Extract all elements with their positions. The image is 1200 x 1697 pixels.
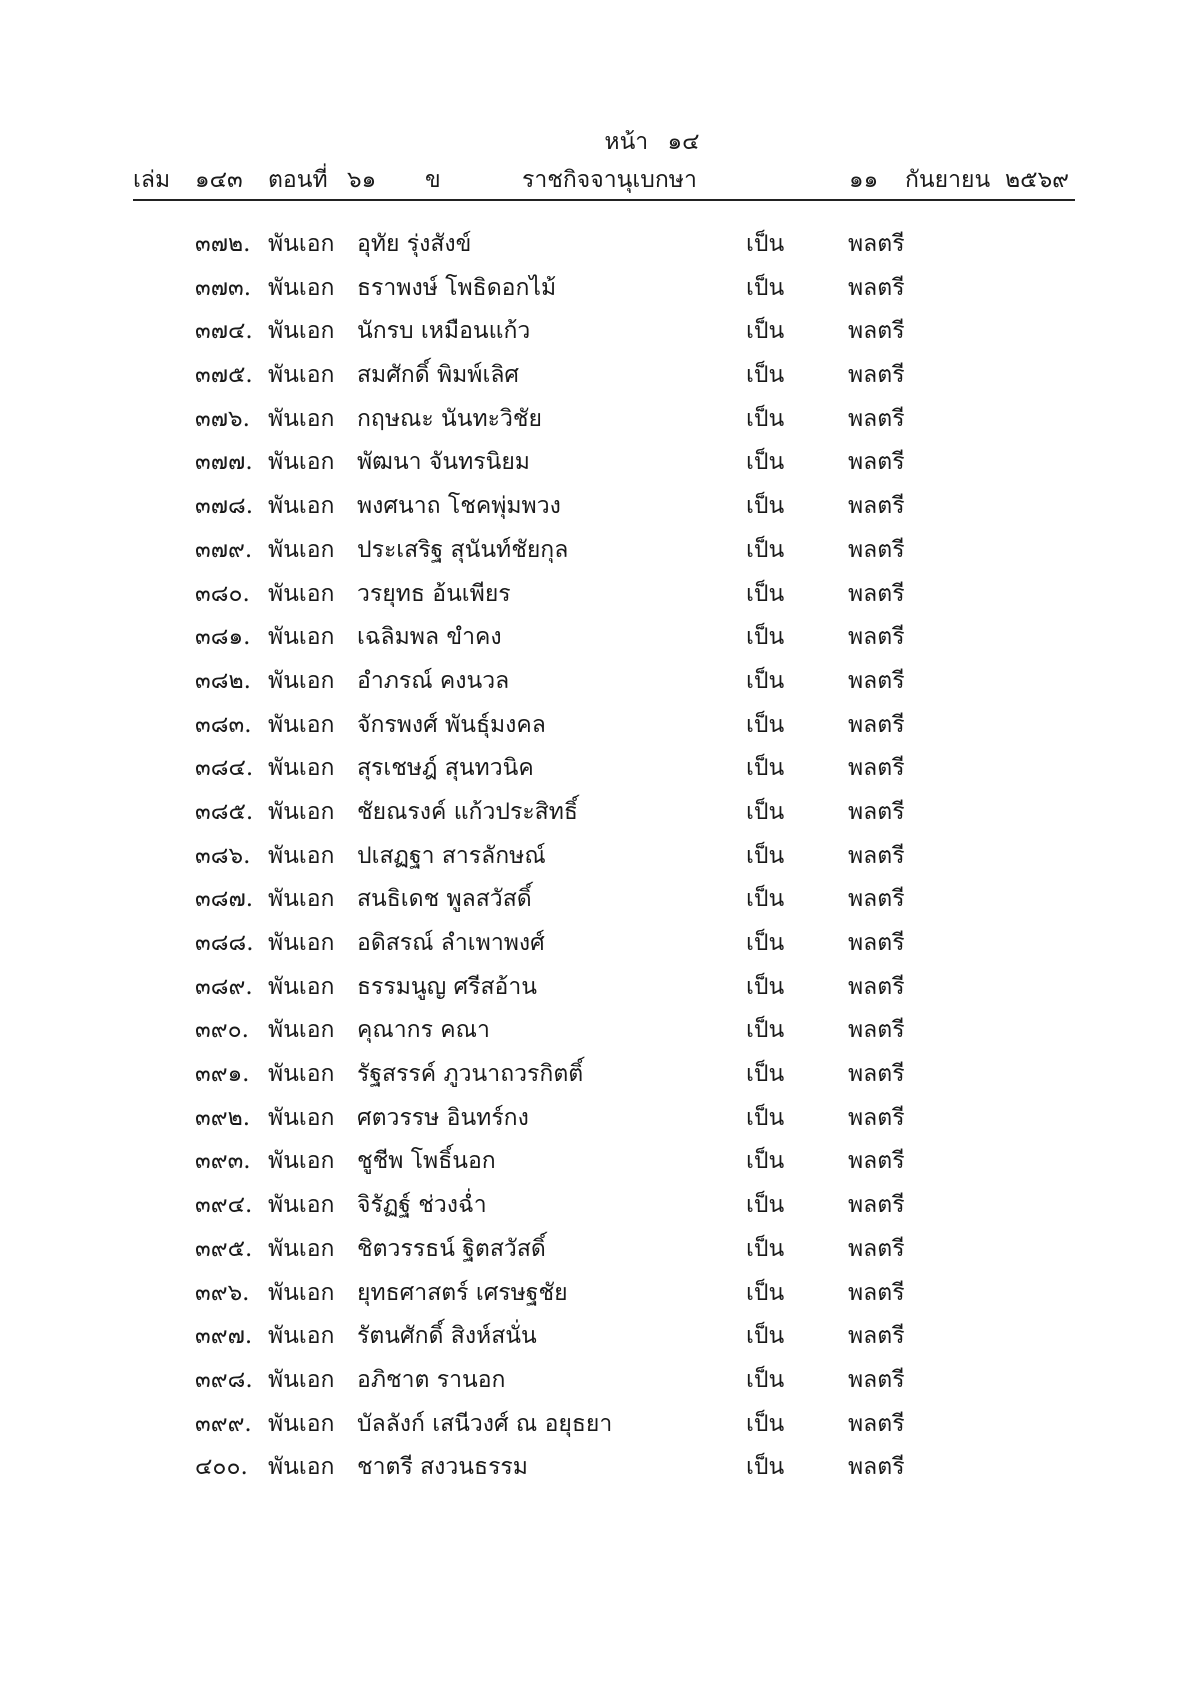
- officer-name: สมศักดิ์ พิมพ์เลิศ: [357, 362, 520, 389]
- new-rank: พลตรี: [848, 274, 905, 301]
- list-item: [0, 619, 1200, 663]
- promotion-list: [0, 226, 1200, 1493]
- list-item: [0, 1275, 1200, 1319]
- promotion-verb: เป็น: [746, 580, 785, 607]
- list-item: [0, 1100, 1200, 1144]
- officer-name: ชัยณรงค์ แก้วประสิทธิ์: [357, 798, 578, 825]
- new-rank: พลตรี: [848, 798, 905, 825]
- current-rank: พันเอก: [268, 536, 335, 563]
- current-rank: พันเอก: [268, 973, 335, 1000]
- promotion-verb: เป็น: [746, 930, 785, 956]
- issue-label: ตอนที่: [268, 167, 328, 193]
- item-number: ๓๗๘.: [195, 493, 254, 520]
- issue-no: ๖๑: [347, 167, 377, 193]
- promotion-verb: เป็น: [746, 667, 785, 694]
- current-rank: พันเอก: [268, 842, 335, 869]
- officer-name: พัฒนา จันทรนิยม: [357, 449, 530, 476]
- list-item: [0, 663, 1200, 707]
- item-number: ๓๗๙.: [195, 536, 253, 563]
- officer-name: ชูชีพ โพธิ์นอก: [357, 1148, 496, 1175]
- officer-name: อำภรณ์ คงนวล: [357, 667, 510, 694]
- page-number: [52, 124, 1200, 160]
- new-rank: พลตรี: [848, 580, 905, 607]
- promotion-verb: เป็น: [746, 362, 785, 389]
- new-rank: พลตรี: [848, 1104, 905, 1131]
- officer-name: จักรพงศ์ พันธุ์มงคล: [357, 711, 546, 738]
- promotion-verb: เป็น: [746, 1017, 785, 1044]
- current-rank: พันเอก: [268, 1104, 335, 1131]
- item-number: ๓๗๒.: [195, 231, 251, 257]
- item-number: ๓๙๘.: [195, 1366, 253, 1393]
- item-number: ๓๘๒.: [195, 667, 251, 694]
- officer-name: อุทัย รุ่งสังข์: [357, 231, 472, 257]
- current-rank: พันเอก: [268, 362, 335, 389]
- promotion-verb: เป็น: [746, 536, 785, 563]
- item-number: ๓๘๗.: [195, 886, 254, 913]
- officer-name: อภิชาต รานอก: [357, 1366, 506, 1393]
- list-item: [0, 313, 1200, 357]
- current-rank: พันเอก: [268, 449, 335, 476]
- item-number: ๓๘๖.: [195, 842, 251, 869]
- current-rank: พันเอก: [268, 1454, 335, 1481]
- item-number: ๓๙๓.: [195, 1148, 251, 1175]
- new-rank: พลตรี: [848, 624, 905, 651]
- promotion-verb: เป็น: [746, 231, 785, 257]
- current-rank: พันเอก: [268, 1235, 335, 1262]
- list-item: [0, 1143, 1200, 1187]
- item-number: ๓๗๓.: [195, 274, 252, 301]
- item-number: ๓๗๗.: [195, 449, 253, 476]
- current-rank: พันเอก: [268, 1017, 335, 1044]
- list-item: [0, 707, 1200, 751]
- volume-no: ๑๔๓: [195, 167, 243, 193]
- new-rank: พลตรี: [848, 493, 905, 520]
- current-rank: พันเอก: [268, 711, 335, 738]
- promotion-verb: เป็น: [746, 755, 785, 782]
- new-rank: พลตรี: [848, 536, 905, 563]
- item-number: ๓๙๑.: [195, 1061, 250, 1088]
- item-number: ๓๙๖.: [195, 1279, 250, 1306]
- list-item: [0, 444, 1200, 488]
- promotion-verb: เป็น: [746, 274, 785, 301]
- item-number: ๓๗๕.: [195, 362, 253, 389]
- item-number: ๓๘๕.: [195, 798, 254, 825]
- item-number: ๓๘๑.: [195, 624, 251, 651]
- list-item: [0, 1362, 1200, 1406]
- officer-name: ธรรมนูญ ศรีสอ้าน: [357, 973, 537, 1000]
- promotion-verb: เป็น: [746, 798, 785, 825]
- item-number: ๓๘๘.: [195, 930, 254, 956]
- promotion-verb: เป็น: [746, 1148, 785, 1175]
- promotion-verb: เป็น: [746, 886, 785, 913]
- item-number: ๓๙๒.: [195, 1104, 251, 1131]
- new-rank: พลตรี: [848, 886, 905, 913]
- section-letter: ข: [425, 167, 441, 193]
- officer-name: ชาตรี สงวนธรรม: [357, 1454, 528, 1481]
- new-rank: พลตรี: [848, 973, 905, 1000]
- page-no: ๑๔: [667, 129, 700, 155]
- officer-name: สุรเชษฎ์ สุนทวนิค: [357, 755, 534, 782]
- current-rank: พันเอก: [268, 1061, 335, 1088]
- officer-name: จิรัฏฐ์ ช่วงฉ่ำ: [357, 1192, 487, 1219]
- current-rank: พันเอก: [268, 493, 335, 520]
- volume-label: เล่ม: [133, 167, 171, 193]
- list-item: [0, 357, 1200, 401]
- item-number: ๓๙๗.: [195, 1323, 253, 1350]
- officer-name: สนธิเดช พูลสวัสดิ์: [357, 886, 532, 913]
- officer-name: วรยุทธ อ้นเพียร: [357, 580, 511, 607]
- page-label: หน้า: [604, 129, 649, 155]
- officer-name: พงศนาถ โชคพุ่มพวง: [357, 493, 561, 520]
- officer-name: ธราพงษ์ โพธิดอกไม้: [357, 274, 557, 301]
- item-number: ๓๗๖.: [195, 405, 250, 432]
- list-item: [0, 881, 1200, 925]
- list-item: [0, 532, 1200, 576]
- item-number: ๔๐๐.: [195, 1454, 248, 1481]
- current-rank: พันเอก: [268, 1192, 335, 1219]
- list-item: [0, 794, 1200, 838]
- new-rank: พลตรี: [848, 1235, 905, 1262]
- list-item: [0, 838, 1200, 882]
- officer-name: ประเสริฐ สุนันท์ชัยกุล: [357, 536, 569, 563]
- current-rank: พันเอก: [268, 930, 335, 956]
- current-rank: พันเอก: [268, 1410, 335, 1437]
- list-item: [0, 401, 1200, 445]
- new-rank: พลตรี: [848, 318, 905, 345]
- gazette-header: [133, 162, 1074, 196]
- new-rank: พลตรี: [848, 405, 905, 432]
- officer-name: กฤษณะ นันทะวิชัย: [357, 405, 542, 432]
- officer-name: บัลลังก์ เสนีวงศ์ ณ อยุธยา: [357, 1410, 613, 1437]
- current-rank: พันเอก: [268, 624, 335, 651]
- new-rank: พลตรี: [848, 1279, 905, 1306]
- item-number: ๓๙๔.: [195, 1192, 253, 1219]
- header-divider: [133, 199, 1075, 201]
- item-number: ๓๙๙.: [195, 1410, 252, 1437]
- list-item: [0, 969, 1200, 1013]
- officer-name: นักรบ เหมือนแก้ว: [357, 318, 531, 345]
- current-rank: พันเอก: [268, 274, 335, 301]
- current-rank: พันเอก: [268, 798, 335, 825]
- promotion-verb: เป็น: [746, 1323, 785, 1350]
- officer-name: อดิสรณ์ ลำเพาพงศ์: [357, 930, 545, 956]
- promotion-verb: เป็น: [746, 405, 785, 432]
- current-rank: พันเอก: [268, 1148, 335, 1175]
- list-item: [0, 226, 1200, 270]
- promotion-verb: เป็น: [746, 1104, 785, 1131]
- new-rank: พลตรี: [848, 1454, 905, 1481]
- new-rank: พลตรี: [848, 1410, 905, 1437]
- list-item: [0, 1012, 1200, 1056]
- promotion-verb: เป็น: [746, 711, 785, 738]
- publication-name: ราชกิจจานุเบกษา: [522, 167, 697, 193]
- list-item: [0, 1056, 1200, 1100]
- date-day: ๑๑: [849, 167, 879, 193]
- item-number: ๓๘๓.: [195, 711, 252, 738]
- promotion-verb: เป็น: [746, 1192, 785, 1219]
- current-rank: พันเอก: [268, 667, 335, 694]
- officer-name: รัฐสรรค์ ภูวนาถวรกิตติ์: [357, 1061, 584, 1088]
- new-rank: พลตรี: [848, 755, 905, 782]
- promotion-verb: เป็น: [746, 624, 785, 651]
- new-rank: พลตรี: [848, 449, 905, 476]
- current-rank: พันเอก: [268, 580, 335, 607]
- new-rank: พลตรี: [848, 362, 905, 389]
- list-item: [0, 1231, 1200, 1275]
- item-number: ๓๙๕.: [195, 1235, 253, 1262]
- list-item: [0, 576, 1200, 620]
- promotion-verb: เป็น: [746, 1410, 785, 1437]
- new-rank: พลตรี: [848, 842, 905, 869]
- list-item: [0, 488, 1200, 532]
- new-rank: พลตรี: [848, 711, 905, 738]
- current-rank: พันเอก: [268, 1323, 335, 1350]
- officer-name: ยุทธศาสตร์ เศรษฐชัย: [357, 1279, 568, 1306]
- date-year: ๒๕๖๙: [1005, 167, 1070, 193]
- current-rank: พันเอก: [268, 886, 335, 913]
- officer-name: ศตวรรษ อินทร์กง: [357, 1104, 529, 1131]
- officer-name: รัตนศักดิ์ สิงห์สนั่น: [357, 1323, 537, 1350]
- promotion-verb: เป็น: [746, 842, 785, 869]
- item-number: ๓๙๐.: [195, 1017, 249, 1044]
- promotion-verb: เป็น: [746, 973, 785, 1000]
- item-number: ๓๘๔.: [195, 755, 254, 782]
- new-rank: พลตรี: [848, 667, 905, 694]
- new-rank: พลตรี: [848, 1148, 905, 1175]
- promotion-verb: เป็น: [746, 1235, 785, 1262]
- new-rank: พลตรี: [848, 1061, 905, 1088]
- new-rank: พลตรี: [848, 1366, 905, 1393]
- new-rank: พลตรี: [848, 1192, 905, 1219]
- promotion-verb: เป็น: [746, 1454, 785, 1481]
- list-item: [0, 1449, 1200, 1493]
- new-rank: พลตรี: [848, 231, 905, 257]
- current-rank: พันเอก: [268, 405, 335, 432]
- date-month: กันยายน: [905, 167, 991, 193]
- list-item: [0, 1406, 1200, 1450]
- list-item: [0, 1318, 1200, 1362]
- list-item: [0, 925, 1200, 969]
- current-rank: พันเอก: [268, 755, 335, 782]
- current-rank: พันเอก: [268, 1279, 335, 1306]
- promotion-verb: เป็น: [746, 449, 785, 476]
- current-rank: พันเอก: [268, 1366, 335, 1393]
- officer-name: ปเสฏฐา สารลักษณ์: [357, 842, 546, 869]
- promotion-verb: เป็น: [746, 1279, 785, 1306]
- promotion-verb: เป็น: [746, 1366, 785, 1393]
- promotion-verb: เป็น: [746, 1061, 785, 1088]
- promotion-verb: เป็น: [746, 318, 785, 345]
- new-rank: พลตรี: [848, 1017, 905, 1044]
- item-number: ๓๘๐.: [195, 580, 250, 607]
- item-number: ๓๘๙.: [195, 973, 253, 1000]
- officer-name: คุณากร คณา: [357, 1017, 490, 1044]
- list-item: [0, 270, 1200, 314]
- officer-name: เฉลิมพล ขำคง: [357, 624, 502, 651]
- item-number: ๓๗๔.: [195, 318, 253, 345]
- new-rank: พลตรี: [848, 1323, 905, 1350]
- officer-name: ชิตวรรธน์ ฐิตสวัสดิ์: [357, 1235, 546, 1262]
- current-rank: พันเอก: [268, 318, 335, 345]
- current-rank: พันเอก: [268, 231, 335, 257]
- promotion-verb: เป็น: [746, 493, 785, 520]
- list-item: [0, 1187, 1200, 1231]
- list-item: [0, 750, 1200, 794]
- new-rank: พลตรี: [848, 930, 905, 956]
